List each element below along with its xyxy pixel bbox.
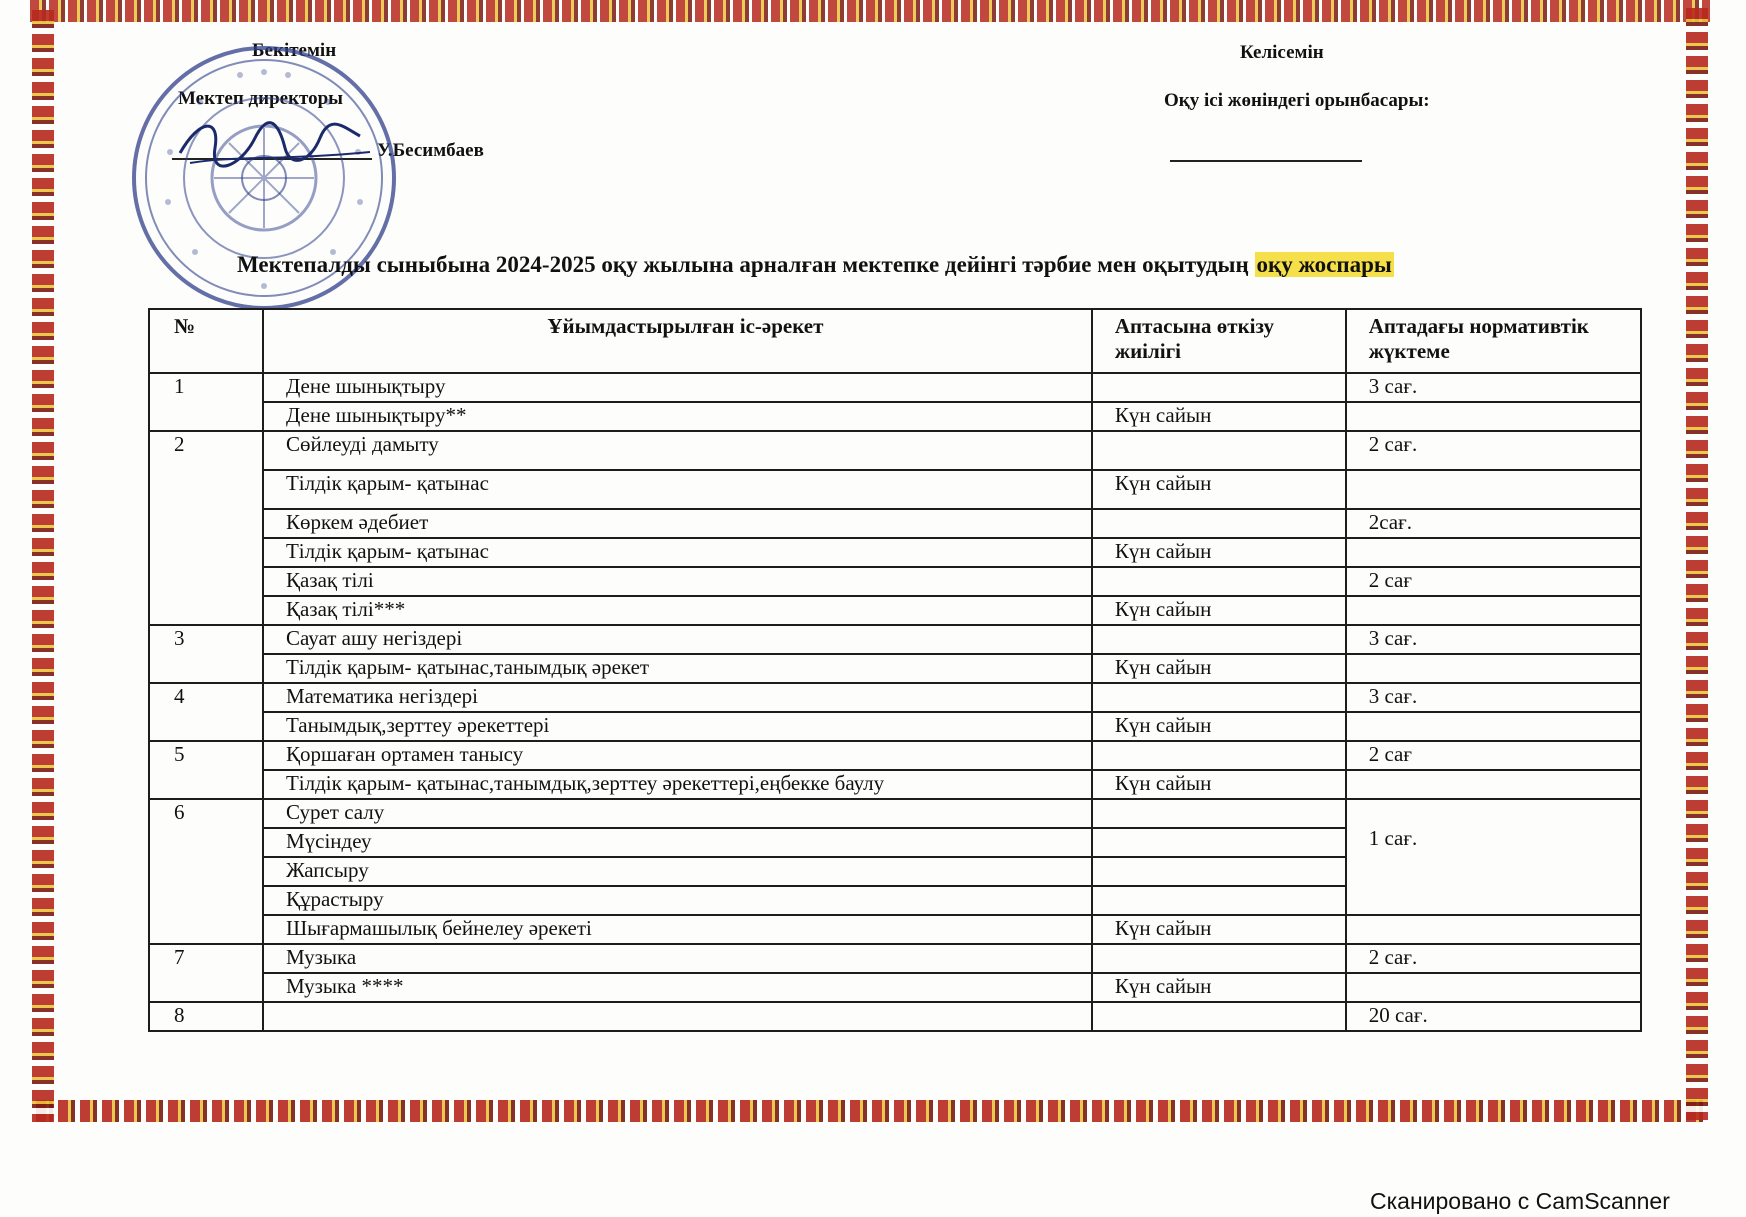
row-frequency: [1092, 944, 1346, 973]
row-load: 2 сағ.: [1346, 431, 1641, 470]
row-activity: Тілдік қарым- қатынас,танымдық әрекет: [263, 654, 1092, 683]
row-load: 20 сағ.: [1346, 1002, 1641, 1031]
row-activity: Шығармашылық бейнелеу әрекеті: [263, 915, 1092, 944]
row-activity: Тілдік қарым- қатынас: [263, 470, 1092, 509]
row-activity: Жапсыру: [263, 857, 1092, 886]
document-title-highlight: оқу жоспары: [1256, 252, 1392, 277]
row-activity: Көркем әдебиет: [263, 509, 1092, 538]
director-title: Мектеп директоры: [178, 88, 344, 109]
row-load: 2 сағ: [1346, 741, 1641, 770]
row-frequency: Күн сайын: [1092, 915, 1346, 944]
row-activity: Дене шынықтыру: [263, 373, 1092, 402]
row-frequency: Күн сайын: [1092, 402, 1346, 431]
row-frequency: Күн сайын: [1092, 596, 1346, 625]
row-num: 8: [149, 1002, 263, 1031]
row-load: [1346, 470, 1641, 509]
scanner-watermark: Сканировано с CamScanner: [1370, 1188, 1670, 1214]
header-frequency: Аптасына өткізу жиілігі: [1092, 309, 1346, 373]
ornament-border-left: [32, 10, 54, 1122]
approve-label: Бекітемін: [252, 40, 337, 61]
row-load: [1346, 402, 1641, 431]
row-frequency: [1092, 509, 1346, 538]
row-frequency: [1092, 683, 1346, 712]
row-frequency: [1092, 1002, 1346, 1031]
row-frequency: [1092, 431, 1346, 470]
row-load: 3 сағ.: [1346, 683, 1641, 712]
row-load: [1346, 538, 1641, 567]
header-num: №: [149, 309, 263, 373]
deputy-title: Оқу ісі жөніндегі орынбасары:: [1164, 90, 1430, 111]
row-frequency: Күн сайын: [1092, 973, 1346, 1002]
row-load: [1346, 973, 1641, 1002]
row-load: [1346, 596, 1641, 625]
row-num: 5: [149, 741, 263, 799]
row-activity: Дене шынықтыру**: [263, 402, 1092, 431]
row-activity: Музыка: [263, 944, 1092, 973]
row-activity: Сауат ашу негіздері: [263, 625, 1092, 654]
row-frequency: [1092, 625, 1346, 654]
row-activity: Математика негіздері: [263, 683, 1092, 712]
row-frequency: [1092, 799, 1346, 828]
row-frequency: [1092, 886, 1346, 915]
row-load: [1346, 770, 1641, 799]
agree-label: Келісемін: [1240, 42, 1324, 63]
row-frequency: [1092, 567, 1346, 596]
deputy-signature-line: [1170, 160, 1362, 162]
row-frequency: [1092, 828, 1346, 857]
row-activity: Тілдік қарым- қатынас,танымдық,зерттеу әрекеттері,еңбекке баулу: [263, 770, 1092, 799]
ornament-border-top: [30, 0, 1710, 22]
row-frequency: Күн сайын: [1092, 770, 1346, 799]
row-activity: Қоршаған ортамен танысу: [263, 741, 1092, 770]
signature-icon: [170, 108, 380, 178]
row-load: 2 сағ: [1346, 567, 1641, 596]
ornament-border-bottom: [36, 1100, 1706, 1122]
row-frequency: Күн сайын: [1092, 712, 1346, 741]
header-load: Аптадағы нормативтік жүктеме: [1346, 309, 1641, 373]
row-frequency: [1092, 741, 1346, 770]
row-frequency: Күн сайын: [1092, 470, 1346, 509]
document-title: [237, 252, 1394, 278]
header-activity: Ұйымдастырылған іс-әрекет: [263, 309, 1092, 373]
row-num: 3: [149, 625, 263, 683]
row-activity: Құрастыру: [263, 886, 1092, 915]
table-header-row: [149, 309, 1641, 373]
row-activity: Музыка ****: [263, 973, 1092, 1002]
row-frequency: [1092, 373, 1346, 402]
document-title-text: Мектепалды сыныбына 2024-2025 оқу жылына арналған мектепке дейінгі тәрбие мен оқытудың: [237, 252, 1255, 277]
row-activity: Сөйлеуді дамыту: [263, 431, 1092, 470]
row-frequency: [1092, 857, 1346, 886]
row-load: 2сағ.: [1346, 509, 1641, 538]
row-load: 3 сағ.: [1346, 625, 1641, 654]
row-activity: Қазақ тілі***: [263, 596, 1092, 625]
row-activity: Сурет салу: [263, 799, 1092, 828]
row-num: 2: [149, 431, 263, 625]
row-activity: Танымдық,зерттеу әрекеттері: [263, 712, 1092, 741]
row-num: 1: [149, 373, 263, 431]
row-activity: [263, 1002, 1092, 1031]
row-load: 3 сағ.: [1346, 373, 1641, 402]
row-load: [1346, 915, 1641, 944]
row-num: 4: [149, 683, 263, 741]
ornament-border-right: [1686, 8, 1708, 1120]
curriculum-table: [148, 308, 1642, 1032]
row-num: 6: [149, 799, 263, 944]
row-load: 1 сағ.: [1346, 799, 1641, 915]
row-frequency: Күн сайын: [1092, 538, 1346, 567]
row-activity: Мүсіндеу: [263, 828, 1092, 857]
row-frequency: Күн сайын: [1092, 654, 1346, 683]
row-num: 7: [149, 944, 263, 1002]
row-activity: Тілдік қарым- қатынас: [263, 538, 1092, 567]
row-activity: Қазақ тілі: [263, 567, 1092, 596]
director-name: У.Бесимбаев: [377, 140, 484, 161]
row-load: [1346, 654, 1641, 683]
row-load: 2 сағ.: [1346, 944, 1641, 973]
row-load: [1346, 712, 1641, 741]
